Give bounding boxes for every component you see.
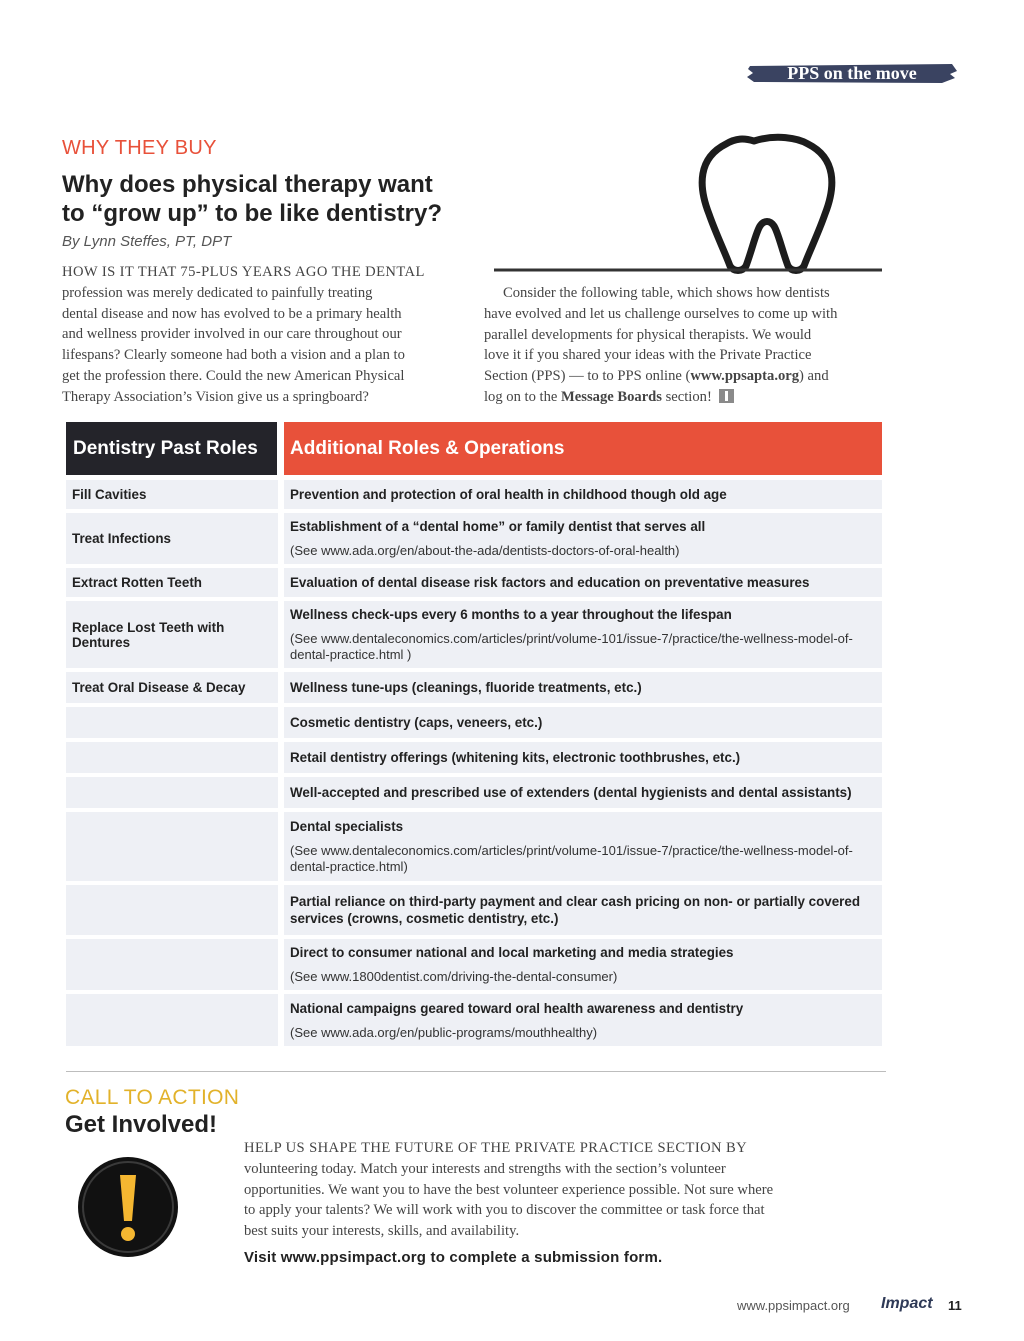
table-intro-line: love it if you shared your ideas with the Private Practice xyxy=(484,347,812,364)
past-role-cell xyxy=(66,777,278,808)
role-reference: (See www.ada.org/en/about-the-ada/dentists-doctors-of-oral-health) xyxy=(290,543,680,558)
intro-line: dental disease and now has evolved to be a primary health xyxy=(62,305,402,322)
column-header-additional-roles: Additional Roles & Operations xyxy=(284,422,882,475)
impact-end-mark-icon xyxy=(719,389,734,403)
text-run: section! xyxy=(661,388,712,405)
table-row xyxy=(66,994,882,1046)
past-role-cell: Treat Oral Disease & Decay xyxy=(66,672,278,703)
role-text: Well-accepted and prescribed use of extenders (dental hygienists and dental assistants) xyxy=(290,785,852,800)
intro-column xyxy=(62,262,462,408)
text-run: Section (PPS) — to to PPS online ( xyxy=(484,368,691,385)
tooth-icon xyxy=(492,132,884,274)
cta-line: to apply your talents? We will work with you to discover the committee or task force that xyxy=(244,1202,765,1219)
cta-line: volunteering today. Match your interests and strengths with the section’s volunteer xyxy=(244,1160,726,1177)
role-reference: (See www.dentaleconomics.com/articles/print/volume-101/issue-7/practice/the-wellness-model-of-dental-practice.html ) xyxy=(290,631,853,662)
intro-line: lifespans? Clearly someone had both a vision and a plan to xyxy=(62,347,405,364)
role-text: Cosmetic dentistry (caps, veneers, etc.) xyxy=(290,715,543,730)
table-intro-line: have evolved and let us challenge ourselves to come up with xyxy=(484,305,838,322)
cta-kicker: CALL TO ACTION xyxy=(65,1086,240,1109)
past-role-cell xyxy=(66,994,278,1046)
table-row xyxy=(66,885,882,935)
table-row xyxy=(66,672,882,703)
past-role-cell: Replace Lost Teeth with Dentures xyxy=(66,601,278,668)
table-row xyxy=(66,812,882,881)
exclamation-icon xyxy=(76,1155,180,1259)
role-cell xyxy=(284,777,882,808)
role-cell xyxy=(284,742,882,773)
table-intro-line: Consider the following table, which shows how dentists xyxy=(503,285,830,301)
cta-line: best suits your interests, skills, and availability. xyxy=(244,1223,520,1240)
past-role-cell xyxy=(66,812,278,881)
cta-line: opportunities. We want you to have the best volunteer experience possible. Not sure where xyxy=(244,1181,774,1198)
ppsapta-link[interactable]: www.ppsapta.org xyxy=(690,368,800,385)
cta-body xyxy=(244,1138,894,1242)
role-cell xyxy=(284,568,882,597)
past-role-cell: Treat Infections xyxy=(66,513,278,564)
role-cell xyxy=(284,939,882,990)
intro-line: HOW IS IT THAT 75-PLUS YEARS AGO THE DENTAL xyxy=(62,264,425,280)
table-intro-line xyxy=(484,366,894,387)
article-byline: By Lynn Steffes, PT, DPT xyxy=(62,233,232,250)
intro-line: get the profession there. Could the new American Physical xyxy=(62,367,405,384)
table-row xyxy=(66,777,882,808)
article-title-line-2: to “grow up” to be like dentistry? xyxy=(62,200,443,227)
table-row xyxy=(66,513,882,564)
intro-line: Therapy Association’s Vision give us a springboard? xyxy=(62,388,369,405)
table-row xyxy=(66,480,882,509)
intro-line: profession was merely dedicated to painfully treating xyxy=(62,284,373,301)
role-cell xyxy=(284,480,882,509)
role-reference: (See www.1800dentist.com/driving-the-dental-consumer) xyxy=(290,969,618,984)
table-intro-line xyxy=(484,387,894,408)
banner-label: PPS on the move xyxy=(787,63,917,83)
footer-brand: Impact xyxy=(881,1295,933,1312)
cta-line: HELP US SHAPE THE FUTURE OF THE PRIVATE PRACTICE SECTION BY xyxy=(244,1140,748,1156)
table-row xyxy=(66,568,882,597)
role-cell xyxy=(284,513,882,564)
past-role-cell: Extract Rotten Teeth xyxy=(66,568,278,597)
role-reference: (See www.dentaleconomics.com/articles/print/volume-101/issue-7/practice/the-wellness-model-of-dental-practice.html) xyxy=(290,843,853,874)
text-run: log on to the xyxy=(484,388,562,405)
intro-line: and wellness provider involved in our care throughout our xyxy=(62,326,402,343)
table-intro-line: parallel developments for physical therapists. We would xyxy=(484,326,812,343)
column-header-past-roles: Dentistry Past Roles xyxy=(66,422,277,475)
table-row xyxy=(66,707,882,738)
past-role-cell xyxy=(66,707,278,738)
table-row xyxy=(66,601,882,668)
role-text: Dental specialists xyxy=(290,819,404,834)
role-text: Retail dentistry offerings (whitening kits, electronic toothbrushes, etc.) xyxy=(290,750,741,765)
roles-table xyxy=(66,422,882,1046)
table-intro-column xyxy=(484,283,894,408)
role-cell xyxy=(284,994,882,1046)
role-text: Wellness tune-ups (cleanings, fluoride treatments, etc.) xyxy=(290,680,642,695)
role-text: Evaluation of dental disease risk factors and education on preventative measures xyxy=(290,575,810,590)
footer-url[interactable]: www.ppsimpact.org xyxy=(737,1298,850,1313)
article-title-line-1: Why does physical therapy want xyxy=(62,171,433,198)
past-role-cell: Fill Cavities xyxy=(66,480,278,509)
role-text: Wellness check-ups every 6 months to a year throughout the lifespan xyxy=(290,607,732,622)
past-role-cell xyxy=(66,885,278,935)
page-number: 11 xyxy=(948,1298,962,1313)
table-row xyxy=(66,939,882,990)
role-text: Prevention and protection of oral health in childhood though old age xyxy=(290,487,727,502)
role-text: Establishment of a “dental home” or family dentist that serves all xyxy=(290,519,706,534)
role-cell xyxy=(284,672,882,703)
tooth-illustration xyxy=(492,132,884,274)
table-row xyxy=(66,742,882,773)
section-banner xyxy=(746,62,958,84)
submission-link[interactable]: Visit www.ppsimpact.org to complete a submission form. xyxy=(244,1249,663,1266)
role-cell xyxy=(284,707,882,738)
role-cell xyxy=(284,812,882,881)
text-run: ) and xyxy=(799,368,829,385)
article-kicker: WHY THEY BUY xyxy=(62,137,217,159)
role-text: Partial reliance on third-party payment and clear cash pricing on non- or partially covered services (crowns, cosmetic dentistry, etc.) xyxy=(290,894,860,926)
role-reference: (See www.ada.org/en/public-programs/mouthhealthy) xyxy=(290,1024,598,1040)
role-cell xyxy=(284,885,882,935)
past-role-cell xyxy=(66,939,278,990)
message-boards-label: Message Boards xyxy=(561,388,662,405)
cta-title: Get Involved! xyxy=(65,1111,218,1138)
role-cell xyxy=(284,601,882,668)
past-role-cell xyxy=(66,742,278,773)
section-divider xyxy=(66,1071,886,1072)
role-text: National campaigns geared toward oral health awareness and dentistry xyxy=(290,1000,744,1016)
role-text: Direct to consumer national and local marketing and media strategies xyxy=(290,945,734,960)
